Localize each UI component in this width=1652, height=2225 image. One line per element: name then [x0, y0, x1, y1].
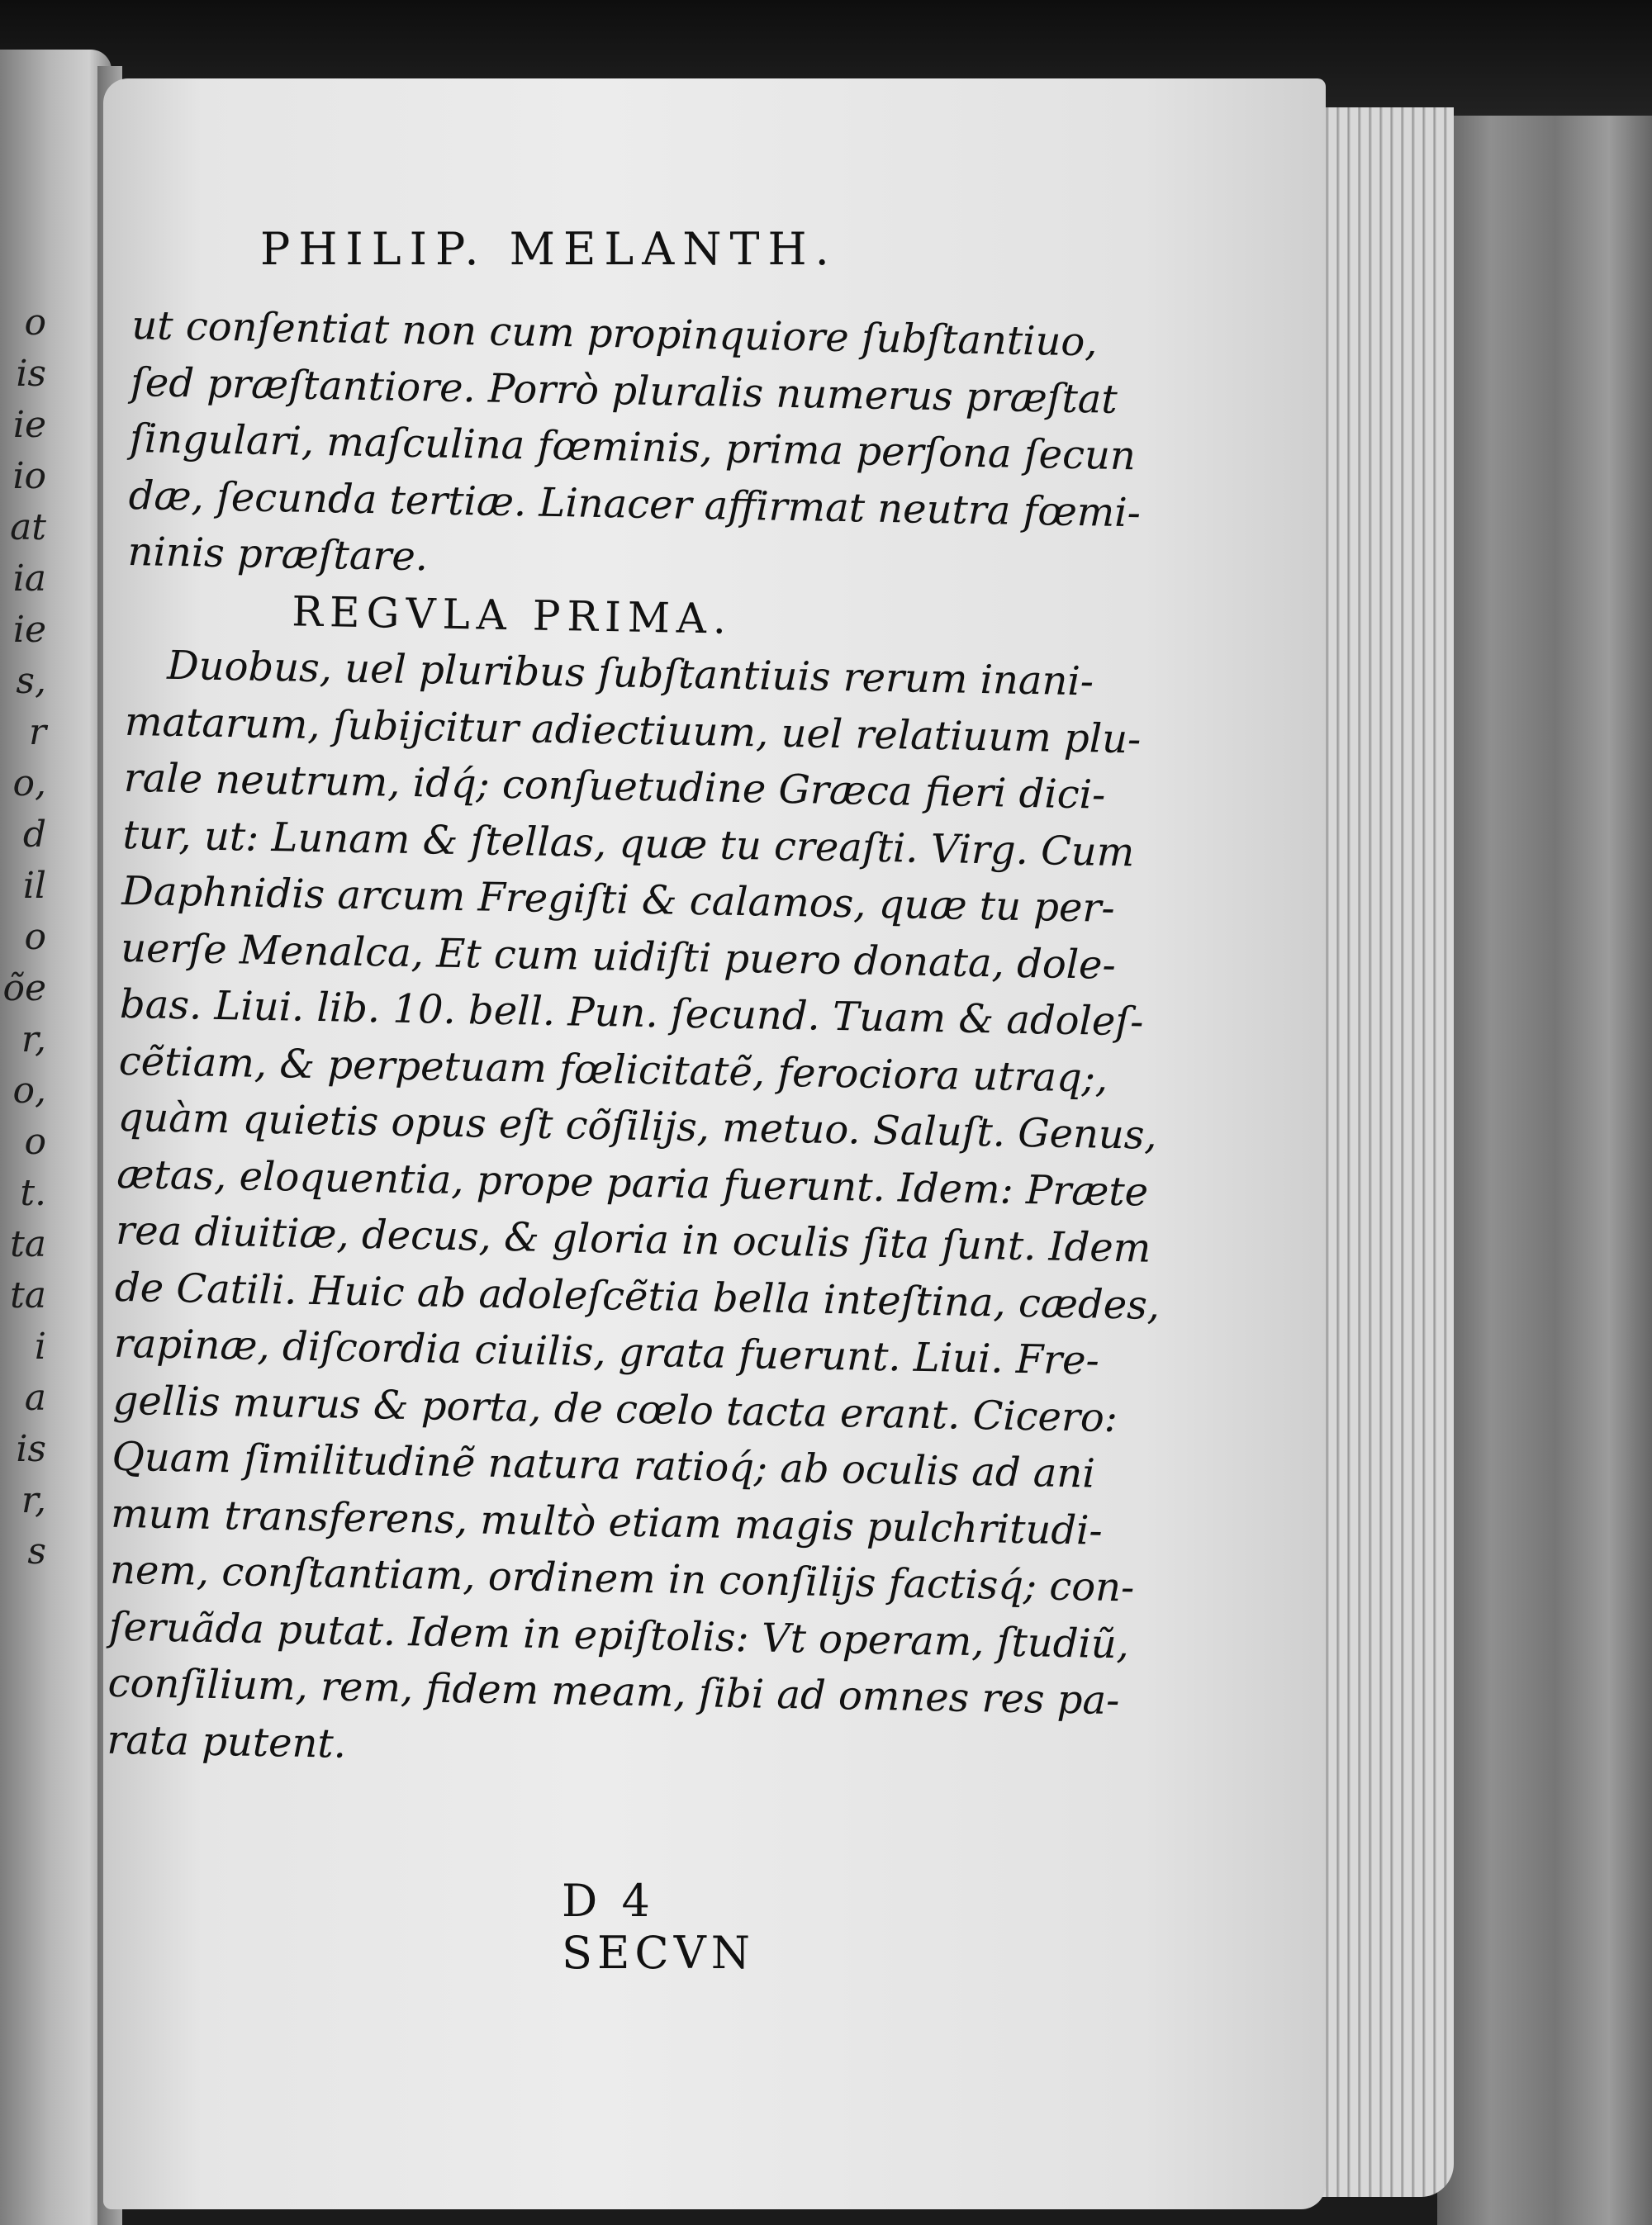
left-edge-fragment: is	[16, 1428, 46, 1470]
text-line: Quam ſimilitudinẽ natura ratioq́; ab oculis ad ani	[112, 1433, 1096, 1497]
left-edge-fragment: ie	[12, 609, 46, 651]
left-edge-fragment: il	[22, 865, 46, 907]
text-line: uerſe Menalca, Et cum uidiſti puero donata, dole-	[120, 924, 1117, 989]
left-edge-fragment: o	[24, 1121, 46, 1163]
text-line: conſilium, rem, fidem meam, ſibi ad omnes res pa-	[107, 1659, 1120, 1724]
text-line: nem, conſtantiam, ordinem in conſilijs factisq́; con-	[109, 1546, 1135, 1611]
left-page-edge-text	[0, 297, 50, 1577]
catchword: SECVN	[562, 1927, 755, 1979]
text-line: ſeruãda putat. Idem in epiſtolis: Vt operam, ſtudiũ,	[108, 1603, 1130, 1668]
book-cover	[1437, 116, 1652, 2225]
text-line: Duobus, uel pluribus ſubſtantiuis rerum inani-	[166, 642, 1094, 705]
text-line: tur, ut: Lunam & ſtellas, quæ tu creaſti. Virg. Cum	[122, 811, 1135, 875]
running-header: PHILIP. MELANTH.	[260, 223, 838, 275]
text-line: matarum, ſubijcitur adiectiuum, uel relatiuum plu-	[124, 698, 1142, 762]
text-line: dæ, ſecunda tertiæ. Linacer affirmat neutra fœmi-	[128, 472, 1142, 536]
page-footer	[562, 1875, 991, 1979]
left-edge-fragment: õe	[2, 967, 46, 1009]
left-edge-fragment: s	[27, 1530, 46, 1573]
left-edge-fragment: i	[34, 1326, 46, 1368]
text-line: rata putent.	[107, 1716, 347, 1767]
text-line: ut conſentiat non cum propinquiore ſubſtantiuo,	[131, 301, 1099, 366]
text-line: ninis præſtare.	[127, 528, 429, 581]
text-line: bas. Liui. lib. 10. bell. Pun. ſecund. Tuam & adoleſ-	[119, 980, 1144, 1046]
left-edge-fragment: at	[10, 506, 46, 548]
left-edge-fragment: r,	[21, 1018, 46, 1060]
left-edge-fragment: ie	[12, 404, 46, 446]
left-edge-fragment: t.	[20, 1172, 46, 1214]
left-edge-fragment: ia	[12, 557, 46, 600]
left-page	[0, 50, 112, 2225]
text-line: rapinæ, diſcordia ciuilis, grata fuerunt. Liui. Fre-	[113, 1320, 1100, 1384]
text-line: de Catili. Huic ab adoleſcẽtia bella inteſtina, cædes,	[114, 1264, 1161, 1329]
text-line: rea diuitiæ, decus, & gloria in oculis ſita ſunt. Idem	[115, 1207, 1151, 1272]
left-edge-fragment: o,	[12, 1070, 46, 1112]
left-edge-fragment: o	[24, 916, 46, 958]
section-heading: REGVLA PRIMA.	[291, 586, 733, 643]
text-line: ſingulari, maſculina fœminis, prima perſona ſecun	[129, 415, 1137, 480]
left-edge-fragment: d	[22, 814, 46, 856]
left-edge-fragment: o	[24, 301, 46, 344]
left-edge-fragment: io	[12, 455, 46, 497]
left-edge-fragment: a	[24, 1377, 46, 1419]
text-line: quàm quietis opus eſt cõſilijs, metuo. Saluſt. Genus,	[117, 1094, 1158, 1159]
text-line: Daphnidis arcum Fregiſti & calamos, quæ tu per-	[121, 867, 1116, 932]
text-line: mum transferens, multò etiam magis pulchritudi-	[110, 1490, 1104, 1554]
text-line: gellis murus & porta, de cœlo tacta erant. Cicero:	[112, 1377, 1118, 1441]
text-line: cẽtiam, & perpetuam fœlicitatẽ, ferociora utraq;,	[118, 1037, 1108, 1102]
left-edge-fragment: is	[16, 353, 46, 395]
text-line: ætas, eloquentia, prope paria fuerunt. Idem: Præte	[116, 1150, 1149, 1216]
left-edge-fragment: s,	[16, 660, 46, 702]
signature-mark: D 4	[562, 1875, 655, 1927]
left-edge-fragment: ta	[10, 1274, 46, 1316]
left-edge-fragment: r,	[21, 1479, 46, 1521]
page-body	[107, 297, 1161, 1783]
left-edge-fragment: o,	[12, 762, 46, 804]
left-edge-fragment: ta	[10, 1223, 46, 1265]
text-line: ſed præſtantiore. Porrò pluralis numerus præſtat	[130, 358, 1118, 423]
left-edge-fragment: r	[28, 711, 46, 753]
text-line: rale neutrum, idq́; conſuetudine Græca fieri dici-	[123, 754, 1106, 818]
